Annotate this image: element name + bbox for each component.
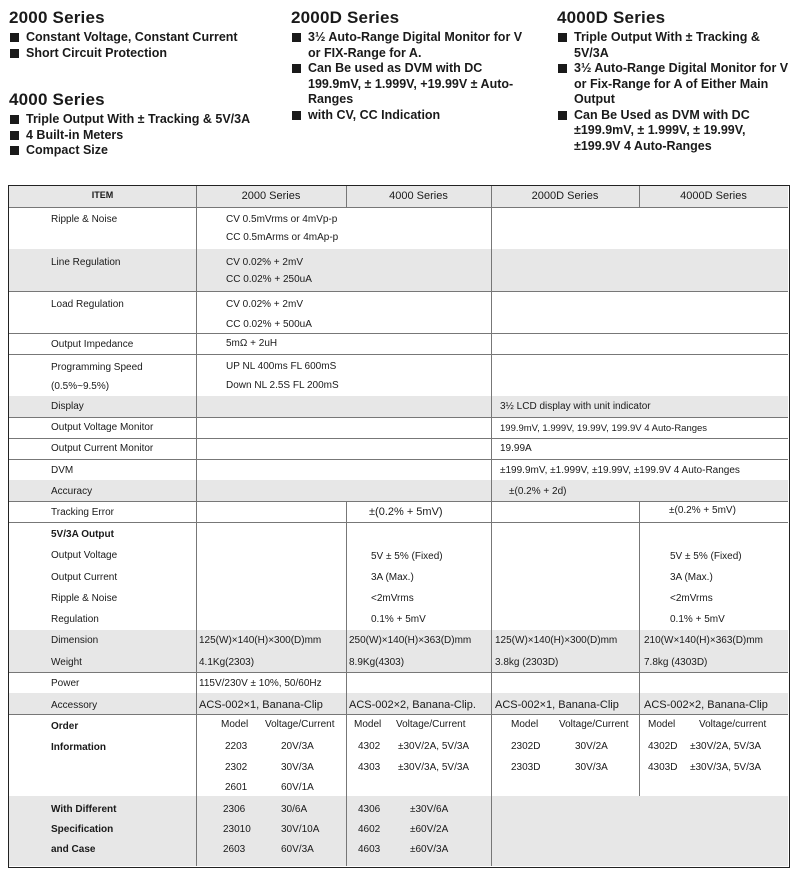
cell-value: CV 0.5mVrms or 4mVp-p — [226, 214, 338, 225]
row-label: Order — [51, 721, 79, 732]
section-4000-series — [9, 90, 284, 159]
table-row — [9, 459, 788, 481]
grid-line — [346, 714, 347, 866]
cell-value: <2mVrms — [670, 593, 713, 604]
model-spec: ±60V/2A — [410, 824, 449, 835]
col-header-voltage-current: Voltage/Current — [559, 719, 629, 730]
model-spec: 30/6A — [281, 804, 308, 815]
cell-value: 5V ± 5% (Fixed) — [670, 551, 742, 562]
model-spec: 60V/1A — [281, 782, 314, 793]
spec-table — [8, 185, 790, 868]
table-row — [9, 417, 788, 439]
grid-line — [346, 501, 347, 714]
section-title: 4000D Series — [557, 8, 666, 27]
feature-item: Can Be Used as DVM with DC ±199.9mV, ± 1.999V, ± 19.99V, ±199.9V 4 Auto-Ranges — [557, 108, 791, 155]
row-label: Dimension — [51, 635, 99, 646]
cell-value: ±(0.2% + 5mV) — [369, 506, 443, 518]
model-number: 4302 — [358, 741, 381, 752]
grid-line — [639, 501, 640, 796]
cell-value: 0.1% + 5mV — [371, 614, 426, 625]
row-label: Regulation — [51, 614, 99, 625]
model-number: 2303D — [511, 762, 541, 773]
model-spec: 30V/2A — [575, 741, 608, 752]
section-2000d-series — [291, 8, 523, 123]
col-header-model: Model — [511, 719, 539, 730]
cell-value: 3A (Max.) — [670, 572, 713, 583]
section-4000d-series — [557, 8, 791, 154]
group-title: 5V/3A Output — [51, 529, 114, 540]
cell-value: 3.8kg (2303D) — [495, 657, 559, 668]
model-number: 4602 — [358, 824, 381, 835]
table-row — [9, 630, 788, 652]
row-label-sub: (0.5%~9.5%) — [51, 381, 110, 392]
cell-value: 8.9Kg(4303) — [349, 657, 405, 668]
row-label: Programming Speed — [51, 362, 143, 373]
cell-value: 19.99A — [500, 443, 532, 454]
model-spec: 30V/3A — [575, 762, 608, 773]
col-header-model: Model — [221, 719, 249, 730]
row-label: Accuracy — [51, 486, 93, 497]
cell-value: ±(0.2% + 2d) — [509, 486, 567, 497]
row-label: Specification — [51, 824, 114, 835]
feature-item: 3½ Auto-Range Digital Monitor for V or Fix-Range for A of Either Main Output — [557, 61, 791, 108]
cell-value: 5V ± 5% (Fixed) — [371, 551, 443, 562]
model-spec: ±30V/2A, 5V/3A — [398, 741, 470, 752]
cell-value: 115V/230V ± 10%, 50/60Hz — [199, 678, 322, 689]
table-row — [9, 480, 788, 502]
table-row-5v3a-output — [9, 522, 788, 631]
cell-value: 210(W×140(H)×363(D)mm — [644, 635, 763, 646]
model-number: 4603 — [358, 844, 381, 855]
cell-value: 3½ LCD display with unit indicator — [500, 401, 651, 412]
grid-line — [639, 186, 640, 207]
section-2000-series — [9, 8, 279, 61]
header-2000d-series: 2000D Series — [531, 190, 599, 202]
cell-value: ±(0.2% + 5mV) — [669, 505, 736, 516]
row-label: With Different — [51, 804, 117, 815]
grid-line — [196, 186, 197, 866]
cell-value: ACS-002×1, Banana-Clip — [199, 699, 323, 711]
header-4000d-series: 4000D Series — [680, 190, 747, 202]
row-label: Output Voltage Monitor — [51, 422, 154, 433]
model-number: 4303D — [648, 762, 678, 773]
cell-value: 0.1% + 5mV — [670, 614, 725, 625]
grid-line — [346, 186, 347, 207]
table-row — [9, 207, 788, 250]
cell-value: CC 0.02% + 500uA — [226, 319, 312, 330]
cell-value: 125(W)×140(H)×300(D)mm — [199, 635, 322, 646]
cell-value: 3A (Max.) — [371, 572, 414, 583]
row-label: Output Impedance — [51, 339, 134, 350]
model-spec: 60V/3A — [281, 844, 314, 855]
feature-item: Constant Voltage, Constant Current — [9, 30, 279, 46]
model-spec: 30V/10A — [281, 824, 320, 835]
row-label: Output Current Monitor — [51, 443, 154, 454]
header-4000-series: 4000 Series — [389, 190, 448, 202]
col-header-voltage-current: Voltage/Current — [265, 719, 335, 730]
row-label: Power — [51, 678, 80, 689]
row-label: and Case — [51, 844, 96, 855]
cell-value: CV 0.02% + 2mV — [226, 299, 303, 310]
cell-value: 125(W)×140(H)×300(D)mm — [495, 635, 618, 646]
header-item: ITEM — [91, 190, 114, 200]
model-spec: ±60V/3A — [410, 844, 449, 855]
feature-item: Triple Output With ± Tracking & 5V/3A — [557, 30, 791, 61]
model-spec: ±30V/3A, 5V/3A — [690, 762, 762, 773]
table-row — [9, 396, 788, 418]
row-label: Load Regulation — [51, 299, 124, 310]
cell-value: ±199.9mV, ±1.999V, ±19.99V, ±199.9V 4 Auto-Ranges — [500, 465, 740, 476]
model-spec: ±30V/6A — [410, 804, 449, 815]
table-row — [9, 249, 788, 292]
feature-item: 3½ Auto-Range Digital Monitor for V or FIX-Range for A. — [291, 30, 523, 61]
col-header-voltage-current: Voltage/current — [699, 719, 767, 730]
model-number: 2306 — [223, 804, 246, 815]
cell-value: ACS-002×2, Banana-Clip. — [349, 699, 476, 711]
feature-item: Triple Output With ± Tracking & 5V/3A — [9, 112, 284, 128]
cell-value: 5mΩ + 2uH — [226, 338, 278, 349]
table-row — [9, 291, 788, 334]
feature-item: 4 Built-in Meters — [9, 128, 284, 144]
cell-value: <2mVrms — [371, 593, 414, 604]
model-spec: 20V/3A — [281, 741, 314, 752]
model-number: 2603 — [223, 844, 246, 855]
model-spec: 30V/3A — [281, 762, 314, 773]
header-2000-series: 2000 Series — [241, 190, 301, 202]
table-row — [9, 651, 788, 673]
cell-value: 4.1Kg(2303) — [199, 657, 255, 668]
feature-item: Short Circuit Protection — [9, 46, 279, 62]
row-label: Accessory — [51, 700, 98, 711]
cell-value: 250(W)×140(H)×363(D)mm — [349, 635, 472, 646]
section-title: 2000 Series — [9, 8, 105, 27]
cell-value: 7.8kg (4303D) — [644, 657, 708, 668]
row-label: Output Current — [51, 572, 118, 583]
table-row — [9, 693, 788, 715]
model-spec: ±30V/2A, 5V/3A — [690, 741, 762, 752]
table-row — [9, 672, 788, 694]
col-header-model: Model — [648, 719, 676, 730]
col-header-voltage-current: Voltage/Current — [396, 719, 466, 730]
table-row — [9, 333, 788, 355]
row-label: Output Voltage — [51, 550, 118, 561]
table-row-order-information — [9, 714, 788, 797]
row-label: Ripple & Noise — [51, 593, 118, 604]
model-number: 2302 — [225, 762, 248, 773]
model-number: 23010 — [223, 824, 251, 835]
model-number: 2203 — [225, 741, 248, 752]
grid-line — [491, 186, 492, 866]
model-spec: ±30V/3A, 5V/3A — [398, 762, 470, 773]
cell-value: CC 0.5mArms or 4mAp-p — [226, 232, 339, 243]
table-row — [9, 501, 788, 523]
feature-item: Can Be used as DVM with DC 199.9mV, ± 1.999V, +19.99V ± Auto-Ranges — [291, 61, 523, 108]
cell-value: ACS-002×2, Banana-Clip — [644, 699, 768, 711]
model-number: 2601 — [225, 782, 248, 793]
row-label: Display — [51, 401, 84, 412]
cell-value: ACS-002×1, Banana-Clip — [495, 699, 619, 711]
section-title: 2000D Series — [291, 8, 400, 27]
table-row-different-spec — [9, 796, 788, 866]
cell-value: CC 0.02% + 250uA — [226, 274, 312, 285]
row-label: Line Regulation — [51, 257, 121, 268]
feature-item: with CV, CC Indication — [291, 108, 523, 124]
cell-value: 199.9mV, 1.999V, 19.99V, 199.9V 4 Auto-Ranges — [500, 423, 708, 434]
table-row — [9, 354, 788, 397]
row-label: Information — [51, 742, 106, 753]
row-label: Weight — [51, 657, 82, 668]
cell-value: UP NL 400ms FL 600mS — [226, 361, 337, 372]
row-label: Tracking Error — [51, 507, 114, 518]
table-header-row — [9, 186, 788, 208]
cell-value: CV 0.02% + 2mV — [226, 257, 303, 268]
section-title: 4000 Series — [9, 90, 105, 109]
model-number: 4306 — [358, 804, 381, 815]
table-row — [9, 438, 788, 460]
model-number: 4303 — [358, 762, 381, 773]
row-label: Ripple & Noise — [51, 214, 118, 225]
cell-value: Down NL 2.5S FL 200mS — [226, 380, 339, 391]
model-number: 4302D — [648, 741, 678, 752]
row-label: DVM — [51, 465, 74, 476]
model-number: 2302D — [511, 741, 541, 752]
col-header-model: Model — [354, 719, 382, 730]
feature-item: Compact Size — [9, 143, 284, 159]
